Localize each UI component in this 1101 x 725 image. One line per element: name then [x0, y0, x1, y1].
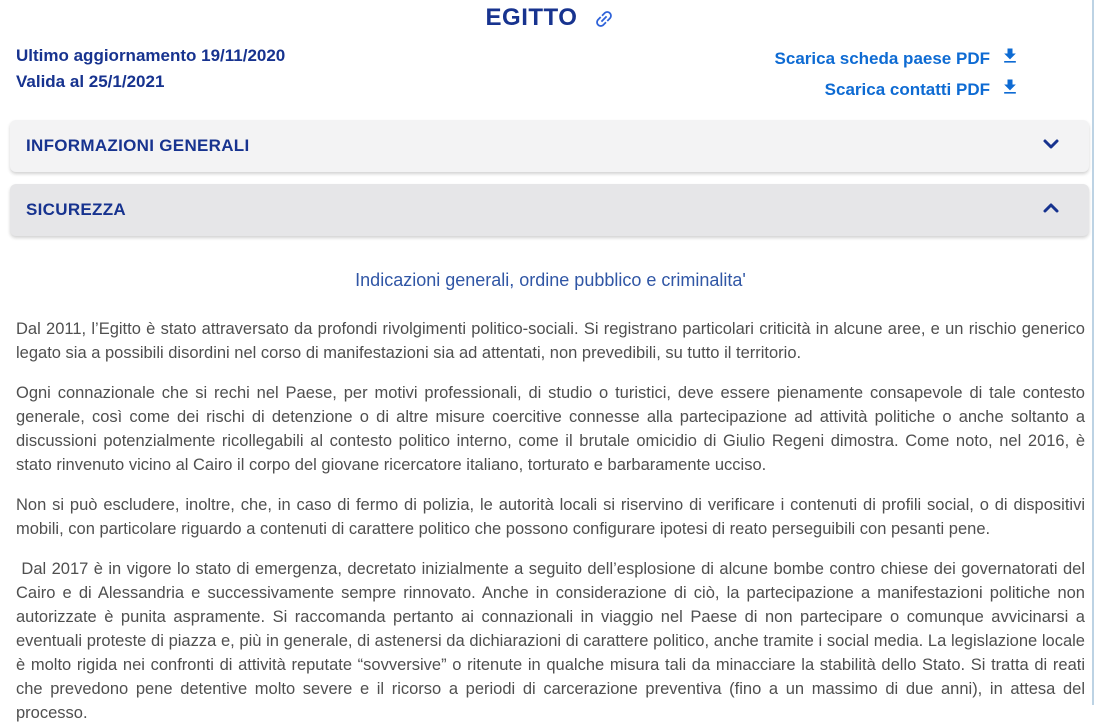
page-title: EGITTO [485, 4, 578, 31]
sicurezza-section-content [0, 270, 1101, 725]
accordion-header-informazioni-generali[interactable] [10, 120, 1089, 172]
valid-until-label: Valida al 25/1/2021 [16, 72, 165, 91]
section-paragraph: Dal 2017 è in vigore lo stato di emergenza, decretato inizialmente a seguito dell’esplosione di alcune bombe contro chiese dei governatorati del Cairo e di Alessandria e successivamente sempre rinnovato. Anche in considerazione di ciò, la partecipazione a manifestazioni politiche non autorizzate è punita aspramente. Si raccomanda pertanto ai connazionali in viaggio nel Paese di non partecipare o comunque avvicinarsi a eventuali proteste di piazza e, più in generale, di astenersi da dichiarazioni di carattere politico, anche tramite i social media. La legislazione locale è molto rigida nei confronti di attività reputate “sovversive” o ritenute in qualche misura tali da minacciare la stabilità dello Stato. Si tratta di reati che prevedono pene detentive molto severe e il ricorso a periodi di carcerazione preventiva (fino a un massimo di due anni), in attesa del processo. [16, 560, 1085, 722]
download-contatti-link[interactable] [825, 77, 1020, 102]
section-paragraph: Non si può escludere, inoltre, che, in caso di fermo di polizia, le autorità locali si riservino di verificare i contenuti di profili social, o di dispositivi mobili, con particolare riguardo a contenuti di carattere politico che possono configurare ipotesi di reato perseguibili con pesanti pene. [16, 496, 1085, 538]
section-paragraph: Ogni connazionale che si rechi nel Paese, per motivi professionali, di studio o turistici, deve essere pienamente consapevole di tale contesto generale, così come dei rischi di detenzione o di altre misure coercitive connesse alla partecipazione ad attività politiche o anche soltanto a discussioni potenzialmente ricollegabili al contesto politico interno, come il brutale omicidio di Giulio Regeni dimostra. Come noto, nel 2016, è stato rinvenuto vicino al Cairo il corpo del giovane ricercatore italiano, torturato e barbaramente ucciso. [16, 384, 1085, 474]
meta-row [16, 46, 1020, 102]
download-scheda-paese-label: Scarica scheda paese PDF [774, 48, 990, 68]
meta-dates [16, 46, 285, 92]
accordion-informazioni-generali [10, 120, 1089, 172]
page-title-row [0, 0, 1101, 32]
download-icon [1000, 46, 1020, 71]
accordion-header-sicurezza[interactable] [10, 184, 1089, 236]
accordion-label: SICUREZZA [26, 200, 126, 219]
download-contatti-label: Scarica contatti PDF [824, 79, 990, 99]
download-icon [1000, 77, 1020, 102]
section-paragraph: Dal 2011, l’Egitto è stato attraversato da profondi rivolgimenti politico-sociali. Si registrano particolari criticità in alcune aree, e un rischio generico legato sia a possibili disordini nel corso di manifestazioni sia ad attentati, non prevedibili, su tutto il territorio. [16, 320, 1085, 362]
last-update-label: Ultimo aggiornamento 19/11/2020 [16, 46, 286, 65]
section-body [16, 317, 1085, 725]
link-icon[interactable] [589, 3, 620, 34]
chevron-down-icon[interactable] [1039, 132, 1063, 161]
download-links [775, 46, 1020, 102]
section-heading: Indicazioni generali, ordine pubblico e criminalita' [355, 270, 746, 290]
right-column-divider [1092, 0, 1094, 705]
accordion-label: INFORMAZIONI GENERALI [26, 136, 250, 155]
accordion-sicurezza [10, 184, 1089, 236]
chevron-up-icon[interactable] [1039, 196, 1063, 225]
download-scheda-paese-link[interactable] [775, 46, 1020, 71]
